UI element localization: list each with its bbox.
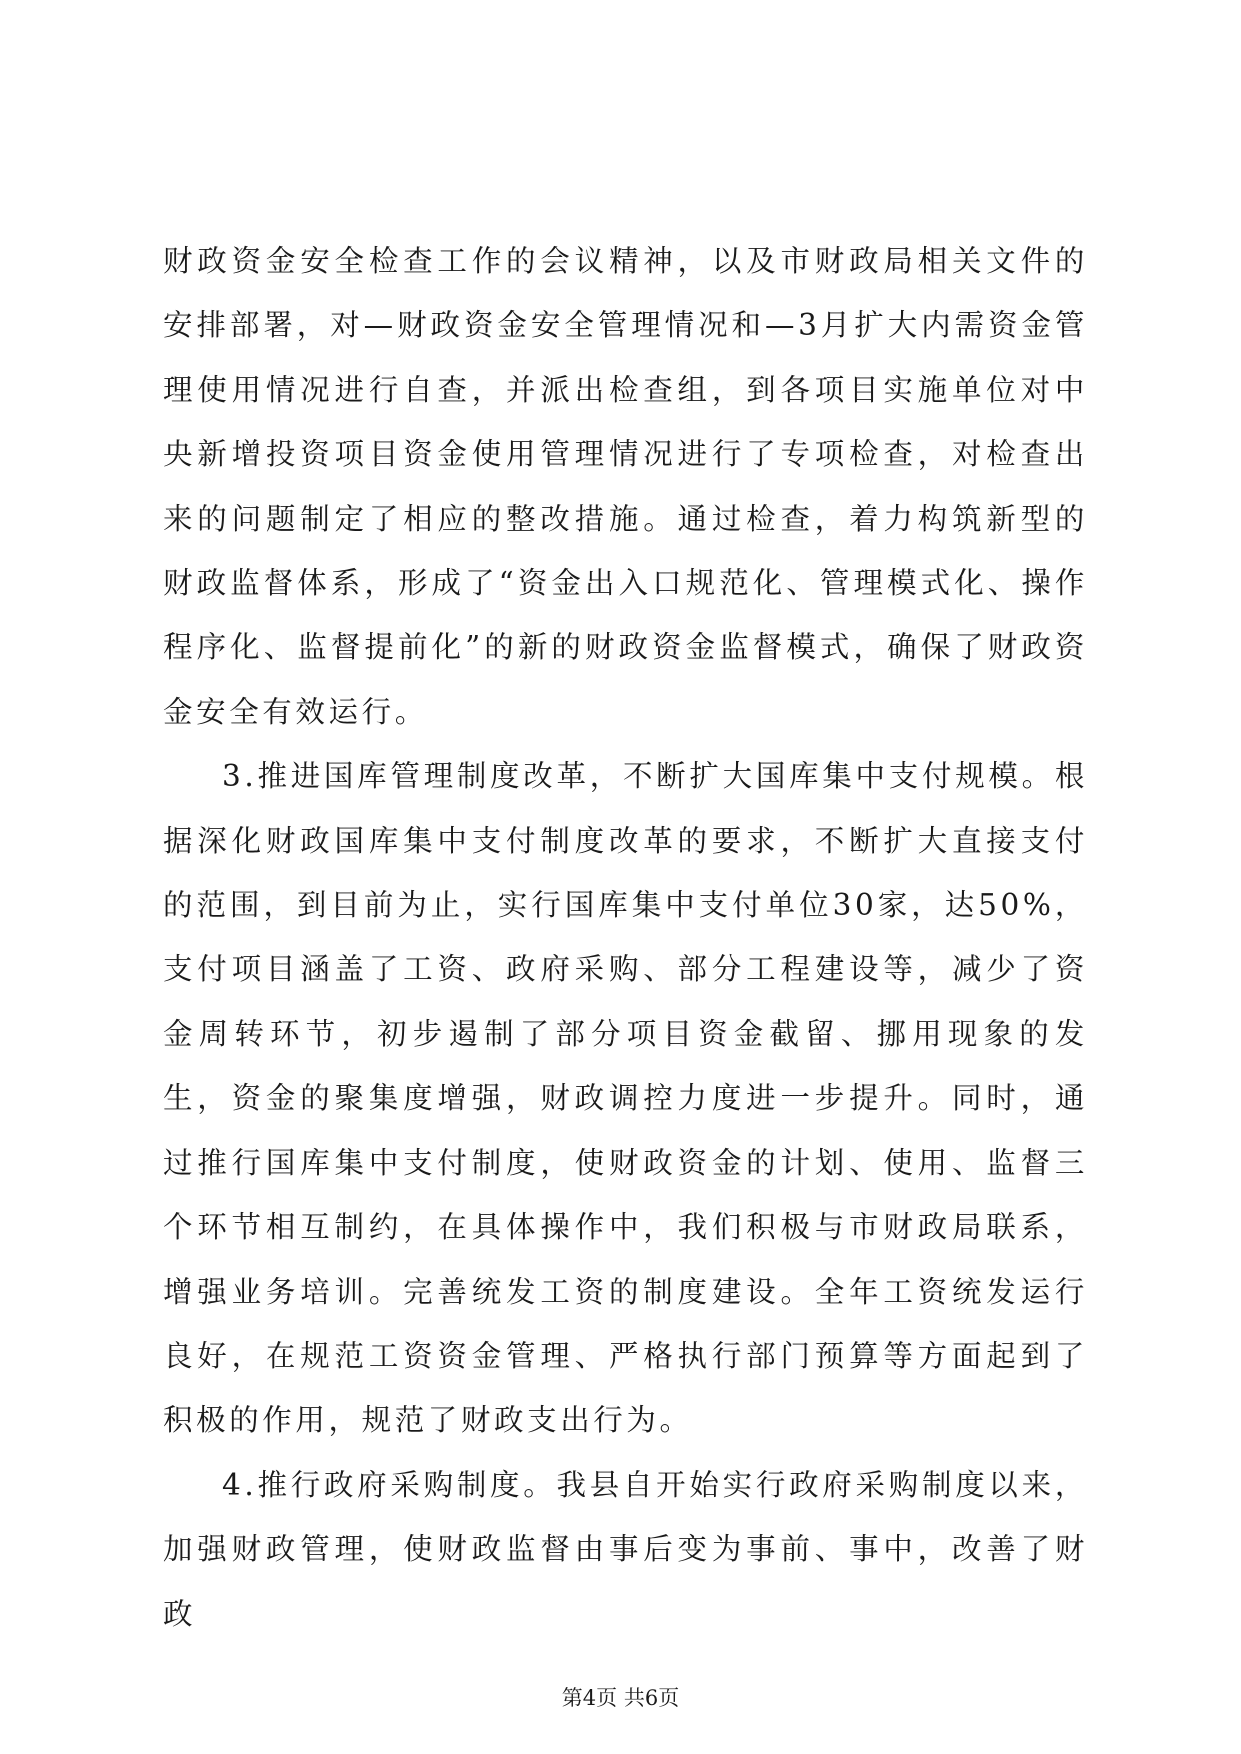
paragraph-continuation: 财政资金安全检查工作的会议精神，以及市财政局相关文件的安排部署，对—财政资金安全管理情况和—3月扩大内需资金管理使用情况进行自查，并派出检查组，到各项目实施单位对中央新增投资项目资金使用管理情况进行了专项检查，对检查出来的问题制定了相应的整改措施。通过检查，着力构筑新型的财政监督体系，形成了“资金出入口规范化、管理模式化、操作程序化、监督提前化”的新的财政资金监督模式，确保了财政资金安全有效运行。 [163,244,1088,729]
paragraph-item-4: 4.推行政府采购制度。我县自开始实行政府采购制度以来，加强财政管理，使财政监督由事后变为事前、事中，改善了财政 [163,1467,1088,1631]
document-body [163,229,1088,1646]
paragraph-item-3: 3.推进国库管理制度改革，不断扩大国库集中支付规模。根据深化财政国库集中支付制度改革的要求，不断扩大直接支付的范围，到目前为止，实行国库集中支付单位30家，达50%，支付项目涵盖了工资、政府采购、部分工程建设等，减少了资金周转环节，初步遏制了部分项目资金截留、挪用现象的发生，资金的聚集度增强，财政调控力度进一步提升。同时，通过推行国库集中支付制度，使财政资金的计划、使用、监督三个环节相互制约，在具体操作中，我们积极与市财政局联系，增强业务培训。完善统发工资的制度建设。全年工资统发运行良好，在规范工资资金管理、严格执行部门预算等方面起到了积极的作用，规范了财政支出行为。 [163,759,1088,1438]
page-number-footer: 第4页 共6页 [561,1686,680,1710]
